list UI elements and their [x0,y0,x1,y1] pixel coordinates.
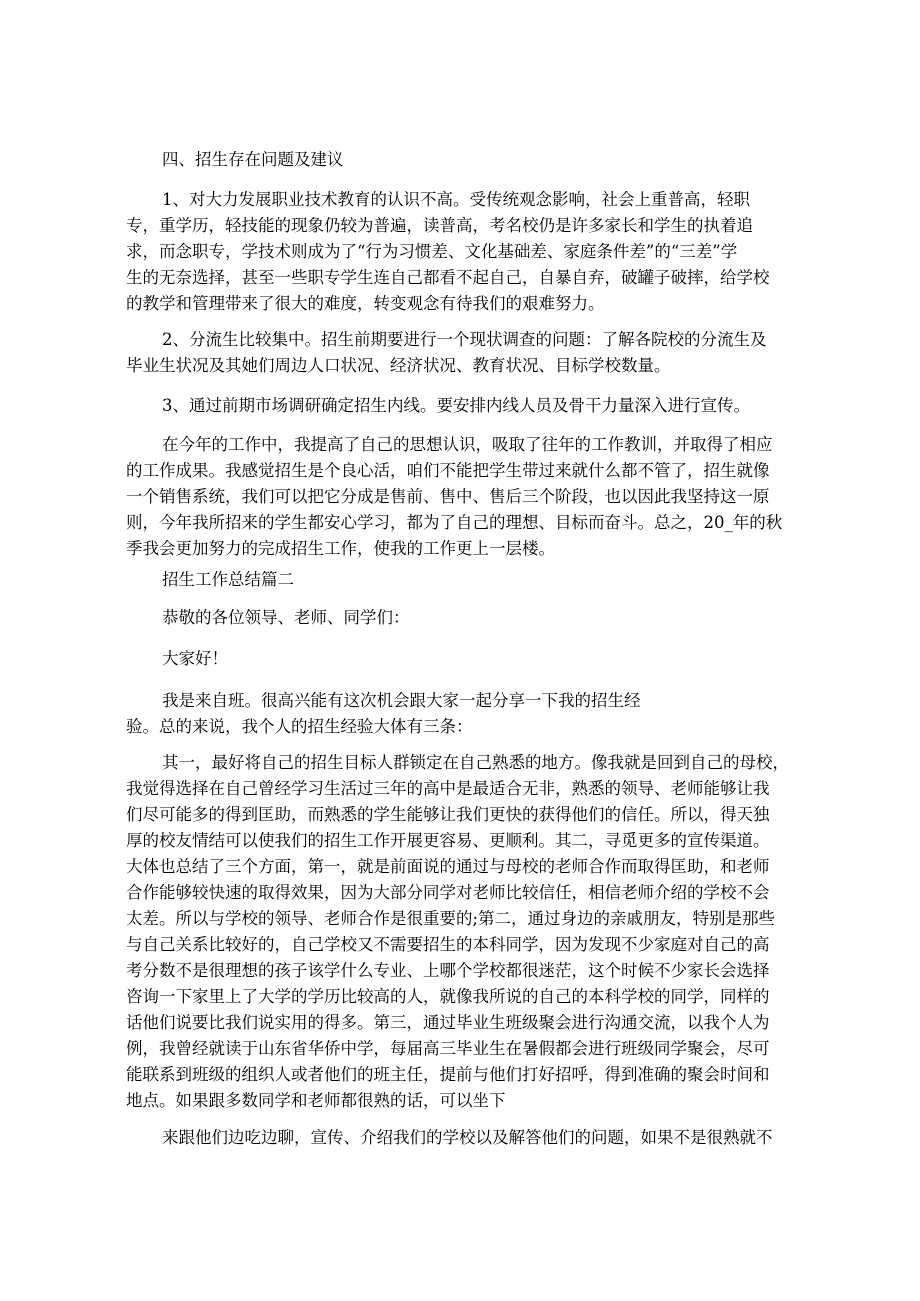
body-line: 我觉得选择在自己曾经学习生活过三年的高中是最适合无非，熟悉的领导、老师能够让我 [126,779,770,798]
item2-line: 毕业生状况及其她们周边人口状况、经济状况、教育状况、目标学校数量。 [126,356,671,375]
intro-line: 我是来自班。很高兴能有这次机会跟大家一起分享一下我的招生经 [162,691,641,710]
intro-line: 验。总的来说，我个人的招生经验大体有三条： [126,717,473,736]
body-line: 太差。所以与学校的领导、老师合作是很重要的;第二，通过身边的亲戚朋友，特别是那些 [126,909,776,928]
section-heading: 四、招生存在问题及建议 [162,150,344,169]
summary-line: 一个销售系统，我们可以把它分成是售前、售中、售后三个阶段，也以因此我坚持这一原 [126,487,770,506]
item1-line: 生的无奈选择，甚至一些职专学生连自己都看不起自己，自暴自弃，破罐子破摔，给学校 [126,268,770,287]
item1-line: 的教学和管理带来了很大的难度，转变观念有待我们的艰难努力。 [126,294,605,313]
item2-line: 2、分流生比较集中。招生前期要进行一个现状调查的问题：了解各院校的分流生及 [162,330,767,349]
continuation-line: 来跟他们边吃边聊，宣传、介绍我们的学校以及解答他们的问题，如果不是很熟就不 [162,1128,773,1147]
body-line: 们尽可能多的得到匡助，而熟悉的学生能够让我们更快的获得他们的信任。所以，得天独 [126,805,770,824]
body-line: 大体也总结了三个方面，第一，就是前面说的通过与母校的老师合作而取得匡助，和老师 [126,857,770,876]
summary-line: 则，今年我所招来的学生都安心学习，都为了自己的理想、目标而奋斗。总之，20_年的秋 [126,513,783,532]
item3-line: 3、通过前期市场调研确定招生内线。要安排内线人员及骨干力量深入进行宣传。 [162,396,750,415]
summary-line: 季我会更加努力的完成招生工作，使我的工作更上一层楼。 [126,539,555,558]
body-line: 地点。如果跟多数同学和老师都很熟的话，可以坐下 [126,1091,506,1110]
section-title: 招生工作总结篇二 [162,570,294,589]
body-line: 能联系到班级的组织人或者他们的班主任，提前与他们打好招呼，得到准确的聚会时间和 [126,1065,770,1084]
summary-line: 的工作成果。我感觉招生是个良心活，咱们不能把学生带过来就什么都不管了，招生就像 [126,461,770,480]
body-line: 话他们说要比我们说实用的得多。第三，通过毕业生班级聚会进行沟通交流，以我个人为 [126,1013,770,1032]
salutation: 恭敬的各位领导、老师、同学们： [162,608,410,627]
body-line: 例，我曾经就读于山东省华侨中学，每届高三毕业生在暑假都会进行班级同学聚会，尽可 [126,1039,770,1058]
body-line: 其一，最好将自己的招生目标人群锁定在自己熟悉的地方。像我就是回到自己的母校， [162,753,789,772]
summary-line: 在今年的工作中，我提高了自己的思想认识，吸取了往年的工作教训，并取得了相应 [162,435,773,454]
body-line: 与自己关系比较好的，自己学校又不需要招生的本科同学，因为发现不少家庭对自己的高 [126,935,770,954]
body-line: 厚的校友情结可以使我们的招生工作开展更容易、更顺利。其二，寻觅更多的宣传渠道。 [126,831,770,850]
body-line: 合作能够较快速的取得效果，因为大部分同学对老师比较信任，相信老师介绍的学校不会 [126,883,770,902]
item1-line: 求，而念职专，学技术则成为了“行为习惯差、文化基础差、家庭条件差”的“三差”学 [126,242,738,261]
item1-line: 专，重学历，轻技能的现象仍较为普遍，读普高，考名校仍是许多家长和学生的执着追 [126,216,753,235]
item1-line: 1、对大力发展职业技术教育的认识不高。受传统观念影响，社会上重普高，轻职 [162,190,750,209]
body-line: 考分数不是很理想的孩子该学什么专业、上哪个学校都很迷茫，这个时候不少家长会选择 [126,961,770,980]
greeting: 大家好！ [162,649,228,668]
body-line: 咨询一下家里上了大学的学历比较高的人，就像我所说的自己的本科学校的同学，同样的 [126,987,770,1006]
